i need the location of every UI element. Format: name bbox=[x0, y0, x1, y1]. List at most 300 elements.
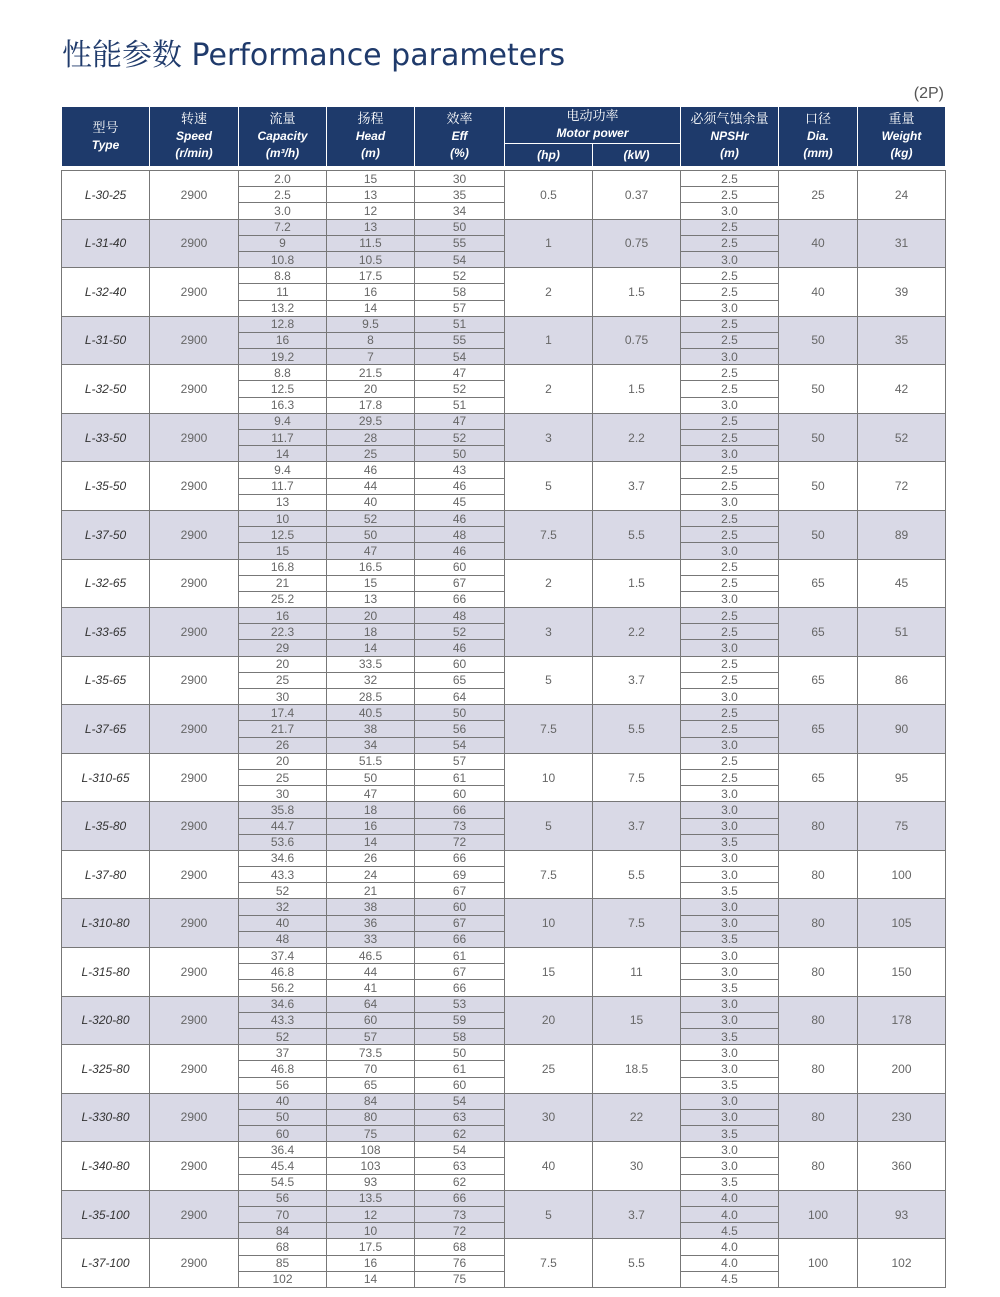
speed-value: 2900 bbox=[150, 1093, 239, 1142]
eff-value: 52 bbox=[415, 381, 505, 397]
capacity-value: 20 bbox=[239, 656, 327, 672]
eff-value: 54 bbox=[415, 349, 505, 365]
eff-value: 46 bbox=[415, 640, 505, 656]
speed-value: 2900 bbox=[150, 462, 239, 511]
eff-value: 53 bbox=[415, 996, 505, 1012]
capacity-value: 29 bbox=[239, 640, 327, 656]
eff-value: 58 bbox=[415, 284, 505, 300]
npshr-value: 2.5 bbox=[681, 462, 779, 478]
model-type: L-32-65 bbox=[62, 559, 150, 608]
head-value: 73.5 bbox=[327, 1045, 415, 1061]
eff-value: 57 bbox=[415, 300, 505, 316]
header-unit-kw: (kW) bbox=[593, 144, 681, 167]
capacity-value: 13.2 bbox=[239, 300, 327, 316]
eff-value: 56 bbox=[415, 721, 505, 737]
dia-value: 65 bbox=[779, 753, 858, 802]
power-kw-value: 5.5 bbox=[593, 850, 681, 899]
capacity-value: 16.8 bbox=[239, 559, 327, 575]
table-row bbox=[62, 1142, 946, 1158]
capacity-value: 40 bbox=[239, 915, 327, 931]
table-row bbox=[62, 753, 946, 769]
head-value: 38 bbox=[327, 721, 415, 737]
weight-value: 39 bbox=[858, 268, 946, 317]
table-row bbox=[62, 656, 946, 672]
model-type: L-35-80 bbox=[62, 802, 150, 851]
power-kw-value: 5.5 bbox=[593, 510, 681, 559]
npshr-value: 2.5 bbox=[681, 559, 779, 575]
npshr-value: 3.0 bbox=[681, 1142, 779, 1158]
weight-value: 230 bbox=[858, 1093, 946, 1142]
capacity-value: 34.6 bbox=[239, 996, 327, 1012]
capacity-value: 35.8 bbox=[239, 802, 327, 818]
eff-value: 67 bbox=[415, 964, 505, 980]
table-body bbox=[62, 167, 946, 1288]
capacity-value: 30 bbox=[239, 689, 327, 705]
eff-value: 52 bbox=[415, 430, 505, 446]
power-kw-value: 1.5 bbox=[593, 559, 681, 608]
head-value: 64 bbox=[327, 996, 415, 1012]
npshr-value: 2.5 bbox=[681, 219, 779, 235]
eff-value: 60 bbox=[415, 559, 505, 575]
capacity-value: 85 bbox=[239, 1255, 327, 1271]
capacity-value: 48 bbox=[239, 931, 327, 947]
eff-value: 52 bbox=[415, 624, 505, 640]
eff-value: 66 bbox=[415, 591, 505, 607]
eff-value: 72 bbox=[415, 1223, 505, 1239]
power-kw-value: 5.5 bbox=[593, 1239, 681, 1288]
head-value: 17.5 bbox=[327, 1239, 415, 1255]
head-value: 16 bbox=[327, 1255, 415, 1271]
header-unit-hp: (hp) bbox=[505, 144, 593, 167]
npshr-value: 4.0 bbox=[681, 1239, 779, 1255]
head-value: 11.5 bbox=[327, 235, 415, 251]
head-value: 50 bbox=[327, 527, 415, 543]
capacity-value: 15 bbox=[239, 543, 327, 559]
dia-value: 80 bbox=[779, 899, 858, 948]
weight-value: 89 bbox=[858, 510, 946, 559]
npshr-value: 4.0 bbox=[681, 1207, 779, 1223]
npshr-value: 3.0 bbox=[681, 397, 779, 413]
npshr-value: 2.5 bbox=[681, 430, 779, 446]
head-value: 18 bbox=[327, 802, 415, 818]
npshr-value: 3.0 bbox=[681, 1158, 779, 1174]
eff-value: 61 bbox=[415, 1061, 505, 1077]
speed-value: 2900 bbox=[150, 268, 239, 317]
table-row bbox=[62, 608, 946, 624]
head-value: 10.5 bbox=[327, 251, 415, 267]
power-kw-value: 0.75 bbox=[593, 219, 681, 268]
power-kw-value: 0.75 bbox=[593, 316, 681, 365]
model-type: L-33-50 bbox=[62, 413, 150, 462]
power-hp-value: 7.5 bbox=[505, 705, 593, 754]
npshr-value: 2.5 bbox=[681, 365, 779, 381]
capacity-value: 9.4 bbox=[239, 413, 327, 429]
model-type: L-330-80 bbox=[62, 1093, 150, 1142]
head-value: 57 bbox=[327, 1028, 415, 1044]
npshr-value: 2.5 bbox=[681, 769, 779, 785]
dia-value: 50 bbox=[779, 462, 858, 511]
capacity-value: 14 bbox=[239, 446, 327, 462]
npshr-value: 3.0 bbox=[681, 786, 779, 802]
power-kw-value: 1.5 bbox=[593, 268, 681, 317]
model-type: L-325-80 bbox=[62, 1045, 150, 1094]
model-type: L-33-65 bbox=[62, 608, 150, 657]
speed-value: 2900 bbox=[150, 656, 239, 705]
eff-value: 75 bbox=[415, 1271, 505, 1287]
head-value: 34 bbox=[327, 737, 415, 753]
speed-value: 2900 bbox=[150, 948, 239, 997]
npshr-value: 2.5 bbox=[681, 478, 779, 494]
npshr-value: 3.0 bbox=[681, 689, 779, 705]
capacity-value: 9 bbox=[239, 235, 327, 251]
table-row bbox=[62, 996, 946, 1012]
eff-value: 54 bbox=[415, 737, 505, 753]
table-row bbox=[62, 705, 946, 721]
power-hp-value: 2 bbox=[505, 268, 593, 317]
capacity-value: 21 bbox=[239, 575, 327, 591]
model-type: L-320-80 bbox=[62, 996, 150, 1045]
header-npshr: 必须气蚀余量 NPSHr (m) bbox=[681, 107, 779, 167]
dia-value: 80 bbox=[779, 996, 858, 1045]
power-kw-value: 2.2 bbox=[593, 413, 681, 462]
model-type: L-31-40 bbox=[62, 219, 150, 268]
power-kw-value: 3.7 bbox=[593, 462, 681, 511]
npshr-value: 3.0 bbox=[681, 899, 779, 915]
power-hp-value: 1 bbox=[505, 316, 593, 365]
power-kw-value: 7.5 bbox=[593, 753, 681, 802]
capacity-value: 56.2 bbox=[239, 980, 327, 996]
eff-value: 72 bbox=[415, 834, 505, 850]
speed-value: 2900 bbox=[150, 559, 239, 608]
head-value: 60 bbox=[327, 1012, 415, 1028]
npshr-value: 2.5 bbox=[681, 381, 779, 397]
head-value: 108 bbox=[327, 1142, 415, 1158]
power-kw-value: 3.7 bbox=[593, 1190, 681, 1239]
power-kw-value: 3.7 bbox=[593, 656, 681, 705]
weight-value: 93 bbox=[858, 1190, 946, 1239]
npshr-value: 2.5 bbox=[681, 608, 779, 624]
head-value: 21.5 bbox=[327, 365, 415, 381]
head-value: 44 bbox=[327, 478, 415, 494]
power-kw-value: 1.5 bbox=[593, 365, 681, 414]
head-value: 46.5 bbox=[327, 948, 415, 964]
eff-value: 61 bbox=[415, 769, 505, 785]
head-value: 65 bbox=[327, 1077, 415, 1093]
weight-value: 45 bbox=[858, 559, 946, 608]
capacity-value: 19.2 bbox=[239, 349, 327, 365]
capacity-value: 12.5 bbox=[239, 527, 327, 543]
capacity-value: 70 bbox=[239, 1207, 327, 1223]
table-row bbox=[62, 948, 946, 964]
eff-value: 54 bbox=[415, 1093, 505, 1109]
eff-value: 60 bbox=[415, 1077, 505, 1093]
capacity-value: 2.0 bbox=[239, 171, 327, 187]
performance-table bbox=[61, 106, 946, 1288]
eff-value: 51 bbox=[415, 397, 505, 413]
header-capacity: 流量 Capacity (m³/h) bbox=[239, 107, 327, 167]
speed-value: 2900 bbox=[150, 1239, 239, 1288]
npshr-value: 2.5 bbox=[681, 171, 779, 187]
eff-value: 62 bbox=[415, 1174, 505, 1190]
capacity-value: 3.0 bbox=[239, 203, 327, 219]
capacity-value: 11 bbox=[239, 284, 327, 300]
pole-note: (2P) bbox=[913, 85, 944, 102]
model-type: L-35-100 bbox=[62, 1190, 150, 1239]
speed-value: 2900 bbox=[150, 705, 239, 754]
head-value: 38 bbox=[327, 899, 415, 915]
header-eff: 效率 Eff (%) bbox=[415, 107, 505, 167]
table-row bbox=[62, 850, 946, 866]
table-row bbox=[62, 559, 946, 575]
npshr-value: 3.0 bbox=[681, 818, 779, 834]
head-value: 17.5 bbox=[327, 268, 415, 284]
capacity-value: 22.3 bbox=[239, 624, 327, 640]
eff-value: 50 bbox=[415, 219, 505, 235]
capacity-value: 9.4 bbox=[239, 462, 327, 478]
power-kw-value: 7.5 bbox=[593, 899, 681, 948]
head-value: 40 bbox=[327, 494, 415, 510]
capacity-value: 21.7 bbox=[239, 721, 327, 737]
table-row bbox=[62, 1045, 946, 1061]
dia-value: 80 bbox=[779, 948, 858, 997]
capacity-value: 50 bbox=[239, 1109, 327, 1125]
head-value: 36 bbox=[327, 915, 415, 931]
head-value: 28.5 bbox=[327, 689, 415, 705]
head-value: 16 bbox=[327, 818, 415, 834]
speed-value: 2900 bbox=[150, 413, 239, 462]
speed-value: 2900 bbox=[150, 1045, 239, 1094]
speed-value: 2900 bbox=[150, 899, 239, 948]
weight-value: 24 bbox=[858, 171, 946, 220]
npshr-value: 2.5 bbox=[681, 187, 779, 203]
table-row bbox=[62, 1190, 946, 1206]
power-hp-value: 5 bbox=[505, 1190, 593, 1239]
head-value: 15 bbox=[327, 171, 415, 187]
npshr-value: 2.5 bbox=[681, 510, 779, 526]
capacity-value: 46.8 bbox=[239, 1061, 327, 1077]
capacity-value: 12.8 bbox=[239, 316, 327, 332]
eff-value: 67 bbox=[415, 915, 505, 931]
npshr-value: 2.5 bbox=[681, 575, 779, 591]
capacity-value: 8.8 bbox=[239, 365, 327, 381]
head-value: 70 bbox=[327, 1061, 415, 1077]
eff-value: 34 bbox=[415, 203, 505, 219]
eff-value: 65 bbox=[415, 672, 505, 688]
head-value: 8 bbox=[327, 332, 415, 348]
npshr-value: 3.0 bbox=[681, 996, 779, 1012]
weight-value: 150 bbox=[858, 948, 946, 997]
dia-value: 40 bbox=[779, 268, 858, 317]
head-value: 47 bbox=[327, 543, 415, 559]
npshr-value: 3.0 bbox=[681, 543, 779, 559]
npshr-value: 2.5 bbox=[681, 721, 779, 737]
eff-value: 46 bbox=[415, 510, 505, 526]
head-value: 9.5 bbox=[327, 316, 415, 332]
head-value: 15 bbox=[327, 575, 415, 591]
power-kw-value: 2.2 bbox=[593, 608, 681, 657]
eff-value: 30 bbox=[415, 171, 505, 187]
capacity-value: 56 bbox=[239, 1190, 327, 1206]
power-hp-value: 7.5 bbox=[505, 850, 593, 899]
model-type: L-37-100 bbox=[62, 1239, 150, 1288]
eff-value: 66 bbox=[415, 931, 505, 947]
head-value: 80 bbox=[327, 1109, 415, 1125]
eff-value: 48 bbox=[415, 527, 505, 543]
model-type: L-315-80 bbox=[62, 948, 150, 997]
eff-value: 59 bbox=[415, 1012, 505, 1028]
eff-value: 50 bbox=[415, 1045, 505, 1061]
capacity-value: 52 bbox=[239, 883, 327, 899]
weight-value: 52 bbox=[858, 413, 946, 462]
power-hp-value: 5 bbox=[505, 462, 593, 511]
npshr-value: 4.5 bbox=[681, 1271, 779, 1287]
eff-value: 35 bbox=[415, 187, 505, 203]
npshr-value: 3.0 bbox=[681, 802, 779, 818]
speed-value: 2900 bbox=[150, 1190, 239, 1239]
npshr-value: 2.5 bbox=[681, 268, 779, 284]
table-row bbox=[62, 510, 946, 526]
weight-value: 200 bbox=[858, 1045, 946, 1094]
eff-value: 47 bbox=[415, 413, 505, 429]
head-value: 14 bbox=[327, 640, 415, 656]
npshr-value: 3.0 bbox=[681, 964, 779, 980]
head-value: 18 bbox=[327, 624, 415, 640]
model-type: L-31-50 bbox=[62, 316, 150, 365]
table-row bbox=[62, 365, 946, 381]
weight-value: 51 bbox=[858, 608, 946, 657]
dia-value: 100 bbox=[779, 1239, 858, 1288]
eff-value: 54 bbox=[415, 1142, 505, 1158]
eff-value: 57 bbox=[415, 753, 505, 769]
model-type: L-35-65 bbox=[62, 656, 150, 705]
npshr-value: 3.0 bbox=[681, 591, 779, 607]
npshr-value: 4.0 bbox=[681, 1255, 779, 1271]
eff-value: 60 bbox=[415, 786, 505, 802]
head-value: 20 bbox=[327, 608, 415, 624]
dia-value: 80 bbox=[779, 1093, 858, 1142]
speed-value: 2900 bbox=[150, 608, 239, 657]
capacity-value: 25 bbox=[239, 769, 327, 785]
weight-value: 100 bbox=[858, 850, 946, 899]
power-kw-value: 30 bbox=[593, 1142, 681, 1191]
table-row bbox=[62, 802, 946, 818]
eff-value: 46 bbox=[415, 543, 505, 559]
capacity-value: 10 bbox=[239, 510, 327, 526]
head-value: 25 bbox=[327, 446, 415, 462]
head-value: 13 bbox=[327, 187, 415, 203]
eff-value: 60 bbox=[415, 656, 505, 672]
npshr-value: 3.0 bbox=[681, 251, 779, 267]
eff-value: 62 bbox=[415, 1126, 505, 1142]
dia-value: 100 bbox=[779, 1190, 858, 1239]
eff-value: 69 bbox=[415, 867, 505, 883]
capacity-value: 11.7 bbox=[239, 430, 327, 446]
weight-value: 31 bbox=[858, 219, 946, 268]
npshr-value: 2.5 bbox=[681, 753, 779, 769]
head-value: 14 bbox=[327, 300, 415, 316]
weight-value: 35 bbox=[858, 316, 946, 365]
power-kw-value: 3.7 bbox=[593, 802, 681, 851]
capacity-value: 30 bbox=[239, 786, 327, 802]
power-hp-value: 15 bbox=[505, 948, 593, 997]
capacity-value: 16.3 bbox=[239, 397, 327, 413]
power-hp-value: 7.5 bbox=[505, 1239, 593, 1288]
eff-value: 55 bbox=[415, 332, 505, 348]
power-kw-value: 11 bbox=[593, 948, 681, 997]
weight-value: 178 bbox=[858, 996, 946, 1045]
capacity-value: 13 bbox=[239, 494, 327, 510]
table-row bbox=[62, 316, 946, 332]
head-value: 13 bbox=[327, 219, 415, 235]
npshr-value: 2.5 bbox=[681, 332, 779, 348]
npshr-value: 3.5 bbox=[681, 1028, 779, 1044]
head-value: 50 bbox=[327, 769, 415, 785]
capacity-value: 43.3 bbox=[239, 1012, 327, 1028]
eff-value: 66 bbox=[415, 850, 505, 866]
eff-value: 68 bbox=[415, 1239, 505, 1255]
capacity-value: 12.5 bbox=[239, 381, 327, 397]
table-row bbox=[62, 1093, 946, 1109]
eff-value: 73 bbox=[415, 1207, 505, 1223]
power-hp-value: 30 bbox=[505, 1093, 593, 1142]
weight-value: 42 bbox=[858, 365, 946, 414]
model-type: L-32-50 bbox=[62, 365, 150, 414]
dia-value: 65 bbox=[779, 656, 858, 705]
table-row bbox=[62, 171, 946, 187]
npshr-value: 3.0 bbox=[681, 948, 779, 964]
speed-value: 2900 bbox=[150, 753, 239, 802]
head-value: 32 bbox=[327, 672, 415, 688]
table-row bbox=[62, 462, 946, 478]
npshr-value: 2.5 bbox=[681, 235, 779, 251]
dia-value: 65 bbox=[779, 559, 858, 608]
npshr-value: 3.0 bbox=[681, 867, 779, 883]
npshr-value: 3.0 bbox=[681, 494, 779, 510]
eff-value: 58 bbox=[415, 1028, 505, 1044]
head-value: 29.5 bbox=[327, 413, 415, 429]
weight-value: 95 bbox=[858, 753, 946, 802]
speed-value: 2900 bbox=[150, 510, 239, 559]
head-value: 12 bbox=[327, 1207, 415, 1223]
head-value: 93 bbox=[327, 1174, 415, 1190]
npshr-value: 3.5 bbox=[681, 1126, 779, 1142]
capacity-value: 34.6 bbox=[239, 850, 327, 866]
npshr-value: 3.0 bbox=[681, 300, 779, 316]
dia-value: 40 bbox=[779, 219, 858, 268]
speed-value: 2900 bbox=[150, 802, 239, 851]
head-value: 17.8 bbox=[327, 397, 415, 413]
capacity-value: 45.4 bbox=[239, 1158, 327, 1174]
head-value: 13 bbox=[327, 591, 415, 607]
eff-value: 66 bbox=[415, 980, 505, 996]
capacity-value: 60 bbox=[239, 1126, 327, 1142]
capacity-value: 7.2 bbox=[239, 219, 327, 235]
npshr-value: 2.5 bbox=[681, 527, 779, 543]
head-value: 26 bbox=[327, 850, 415, 866]
header-dia: 口径 Dia. (mm) bbox=[779, 107, 858, 167]
npshr-value: 3.0 bbox=[681, 640, 779, 656]
head-value: 52 bbox=[327, 510, 415, 526]
npshr-value: 3.5 bbox=[681, 1077, 779, 1093]
model-type: L-37-65 bbox=[62, 705, 150, 754]
header-type: 型号 Type bbox=[62, 107, 150, 167]
capacity-value: 25.2 bbox=[239, 591, 327, 607]
header-weight: 重量 Weight (kg) bbox=[858, 107, 946, 167]
eff-value: 50 bbox=[415, 705, 505, 721]
power-hp-value: 2 bbox=[505, 559, 593, 608]
head-value: 41 bbox=[327, 980, 415, 996]
eff-value: 43 bbox=[415, 462, 505, 478]
